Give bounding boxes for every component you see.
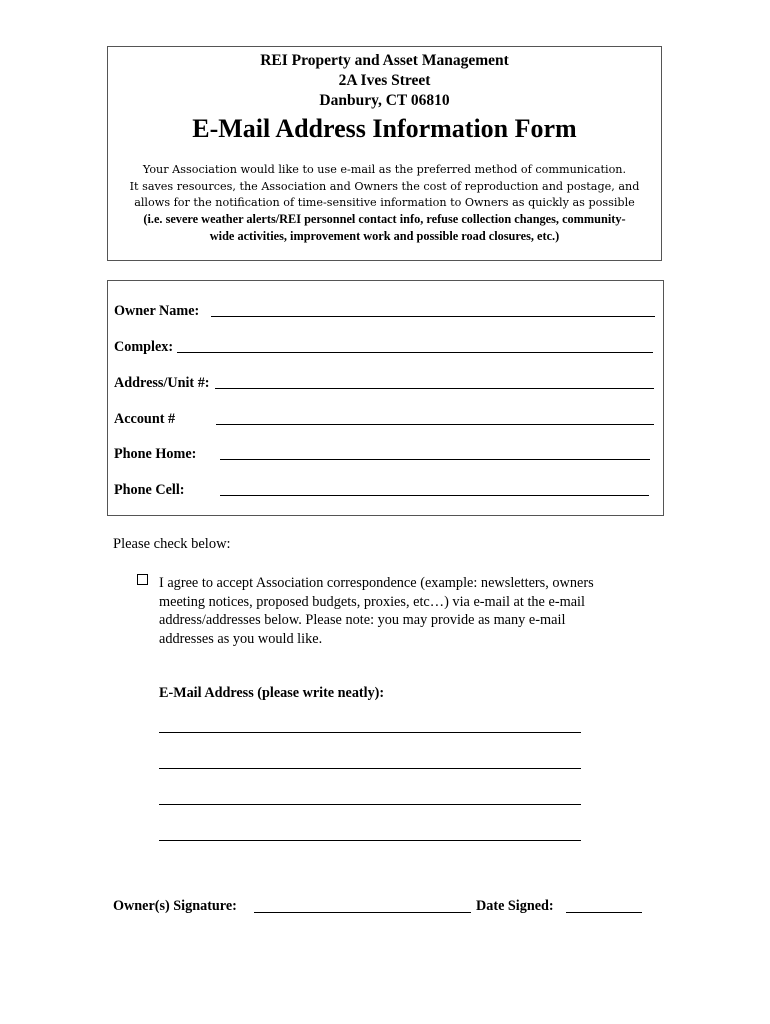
address-unit-label: Address/Unit #: bbox=[114, 375, 210, 391]
intro-text bbox=[108, 162, 661, 212]
email-field-1[interactable] bbox=[159, 732, 581, 733]
note-line: wide activities, improvement work and possible road closures, etc.) bbox=[209, 229, 560, 243]
complex-label: Complex: bbox=[114, 339, 174, 355]
agree-line: address/addresses below. Please note: you may provide as many e-mail bbox=[159, 612, 566, 628]
phone-cell-field[interactable] bbox=[220, 495, 649, 496]
agree-line: I agree to accept Association correspondence (example: newsletters, owners bbox=[159, 575, 594, 591]
email-address-heading: E-Mail Address (please write neatly): bbox=[159, 685, 385, 701]
intro-line: allows for the notification of time-sensitive information to Owners as quickly as possible bbox=[134, 196, 635, 209]
email-field-4[interactable] bbox=[159, 840, 581, 841]
org-name: REI Property and Asset Management bbox=[260, 52, 509, 69]
agree-checkbox[interactable] bbox=[137, 574, 148, 585]
org-street: 2A Ives Street bbox=[338, 72, 431, 89]
owner-name-label: Owner Name: bbox=[114, 303, 200, 319]
date-signed-label: Date Signed: bbox=[476, 898, 554, 914]
date-signed-field[interactable] bbox=[566, 912, 642, 913]
phone-home-field[interactable] bbox=[220, 459, 650, 460]
org-city: Danbury, CT 06810 bbox=[319, 92, 450, 109]
email-field-2[interactable] bbox=[159, 768, 581, 769]
intro-line: It saves resources, the Association and Owners the cost of reproduction and postage, and bbox=[129, 179, 640, 193]
agree-text bbox=[159, 574, 629, 648]
email-field-3[interactable] bbox=[159, 804, 581, 805]
owner-signature-field[interactable] bbox=[254, 912, 471, 913]
complex-field[interactable] bbox=[177, 352, 653, 353]
owner-signature-label: Owner(s) Signature: bbox=[113, 898, 237, 914]
intro-line: Your Association would like to use e-mail as the preferred method of communication. bbox=[142, 163, 627, 176]
phone-cell-label: Phone Cell: bbox=[114, 482, 185, 498]
account-label: Account # bbox=[114, 411, 176, 427]
note-line: (i.e. severe weather alerts/REI personnel contact info, refuse collection changes, community- bbox=[143, 212, 626, 226]
check-below-heading: Please check below: bbox=[113, 536, 231, 552]
owner-name-field[interactable] bbox=[211, 316, 655, 317]
form-title: E-Mail Address Information Form bbox=[192, 114, 577, 143]
address-unit-field[interactable] bbox=[215, 388, 654, 389]
phone-home-label: Phone Home: bbox=[114, 446, 197, 462]
agree-line: meeting notices, proposed budgets, proxies, etc…) via e-mail at the e-mail bbox=[159, 593, 585, 610]
account-field[interactable] bbox=[216, 424, 654, 425]
form-header-box bbox=[107, 46, 662, 261]
examples-note bbox=[108, 211, 661, 245]
owner-info-box bbox=[107, 280, 664, 516]
agree-line: addresses as you would like. bbox=[159, 630, 323, 647]
